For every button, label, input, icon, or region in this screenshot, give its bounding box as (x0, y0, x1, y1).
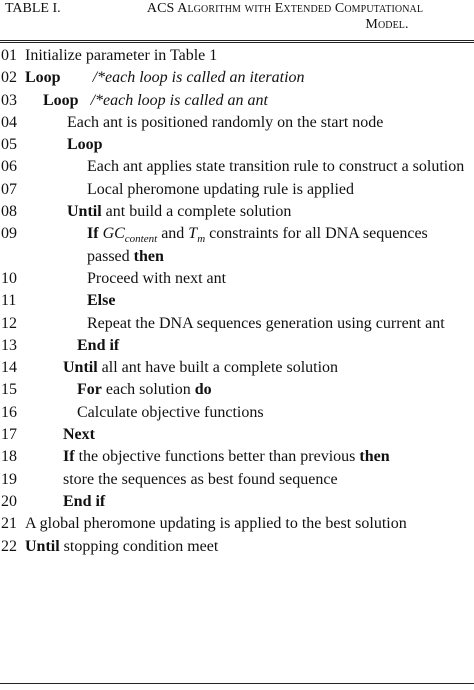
line-number: 15 (1, 381, 17, 399)
algorithm-listing (0, 45, 474, 558)
algorithm-line (0, 45, 474, 67)
line-text (37, 469, 474, 491)
keyword: Next (63, 426, 95, 444)
keyword: If (63, 448, 75, 466)
line-number: 20 (1, 492, 17, 510)
subscript: content (124, 233, 158, 246)
line-text (25, 67, 474, 89)
line-text (25, 513, 474, 535)
line-text (37, 290, 474, 312)
line-number: 07 (1, 180, 17, 198)
text-segment: GC (102, 225, 125, 243)
keyword: If (87, 225, 99, 243)
text-segment: the objective functions better than previous (74, 448, 360, 466)
algorithm-line (0, 268, 474, 290)
text-segment: Repeat the DNA sequences generation using current ant (87, 314, 445, 332)
line-number: 10 (1, 269, 17, 287)
table-caption (0, 0, 474, 38)
line-text (37, 223, 474, 268)
keyword: Loop (43, 91, 79, 109)
text-segment: ant build a complete solution (101, 203, 292, 221)
text-segment: /*each loop is called an ant (90, 91, 268, 109)
algorithm-line (0, 335, 474, 357)
text-segment: and (157, 225, 189, 243)
line-number: 19 (1, 470, 17, 488)
keyword: Until (67, 203, 102, 221)
line-number: 06 (1, 158, 17, 176)
algorithm-line (0, 446, 474, 468)
algorithm-line (0, 134, 474, 156)
algorithm-line (0, 491, 474, 513)
text-segment: each solution (101, 381, 195, 399)
text-segment (79, 92, 91, 109)
line-number: 14 (1, 359, 17, 377)
line-number: 02 (1, 69, 17, 87)
keyword: End if (63, 492, 106, 510)
algorithm-line (0, 469, 474, 491)
algorithm-line (0, 179, 474, 201)
algorithm-line (0, 379, 474, 401)
text-segment: Local pheromone updating rule is applied (87, 180, 355, 198)
line-text (37, 379, 474, 401)
table-title-line2: Model. (365, 17, 409, 32)
line-number: 01 (1, 47, 17, 64)
top-rule-double (0, 42, 474, 43)
line-text (25, 536, 474, 558)
algorithm-line (0, 424, 474, 446)
line-number: 18 (1, 448, 17, 466)
keyword: Loop (67, 136, 103, 154)
algorithm-line (0, 402, 474, 424)
line-number: 03 (1, 91, 17, 109)
line-number: 08 (1, 203, 17, 221)
line-text (37, 424, 474, 446)
text-segment: Initialize parameter in Table 1 (25, 47, 218, 64)
table-title-line1: ACS Algorithm with Extended Computational (146, 1, 424, 16)
algorithm-line (0, 90, 474, 112)
line-text (37, 313, 474, 335)
line-text (25, 45, 474, 67)
line-number: 22 (1, 537, 17, 555)
keyword: Else (87, 292, 116, 310)
text-segment: T (188, 225, 198, 243)
table-label: TABLE I. (5, 1, 61, 16)
algorithm-line (0, 357, 474, 379)
line-number: 16 (1, 403, 17, 421)
text-segment: Each ant applies state transition rule to construct a solution (87, 158, 465, 176)
line-number: 09 (1, 225, 17, 243)
algorithm-line (0, 201, 474, 223)
line-text (37, 134, 474, 156)
subscript: m (197, 233, 206, 246)
algorithm-line (0, 536, 474, 558)
line-number: 21 (1, 515, 17, 533)
keyword: Until (63, 359, 98, 377)
keyword: Until (25, 537, 60, 555)
keyword: do (194, 381, 212, 399)
line-number: 04 (1, 113, 17, 131)
line-text (37, 179, 474, 201)
keyword: For (77, 381, 102, 399)
keyword: End if (77, 336, 120, 354)
text-segment: A global pheromone updating is applied to the best solution (25, 515, 407, 533)
algorithm-line (0, 513, 474, 535)
line-number: 11 (1, 292, 17, 310)
line-text (37, 268, 474, 290)
algorithm-line (0, 223, 474, 268)
keyword: then (359, 448, 390, 466)
line-number: 17 (1, 426, 17, 444)
line-number: 13 (1, 336, 17, 354)
line-text (37, 156, 474, 178)
line-text (37, 446, 474, 468)
algorithm-line (0, 290, 474, 312)
bottom-rule (0, 683, 474, 684)
line-text (37, 112, 474, 134)
algorithm-line (0, 112, 474, 134)
algorithm-line (0, 313, 474, 335)
text-segment: store the sequences as best found sequence (63, 470, 338, 488)
text-segment: /*each loop is called an iteration (92, 69, 305, 87)
line-text (37, 90, 474, 112)
algorithm-line (0, 156, 474, 178)
line-text (37, 201, 474, 223)
keyword: Loop (25, 69, 61, 87)
text-segment: stopping condition meet (59, 537, 219, 555)
algorithm-line (0, 67, 474, 89)
text-segment: constraints for all DNA sequences passed (87, 225, 432, 265)
line-text (37, 491, 474, 513)
text-segment: Proceed with next ant (87, 269, 227, 287)
text-segment: all ant have built a complete solution (97, 359, 339, 377)
text-segment (61, 69, 93, 86)
text-segment: Each ant is positioned randomly on the start node (67, 113, 384, 131)
top-rule (0, 40, 474, 41)
line-text (37, 335, 474, 357)
line-number: 05 (1, 136, 17, 154)
line-text (37, 402, 474, 424)
line-text (37, 357, 474, 379)
line-number: 12 (1, 314, 17, 332)
keyword: then (133, 247, 164, 265)
text-segment: Calculate objective functions (77, 403, 264, 421)
